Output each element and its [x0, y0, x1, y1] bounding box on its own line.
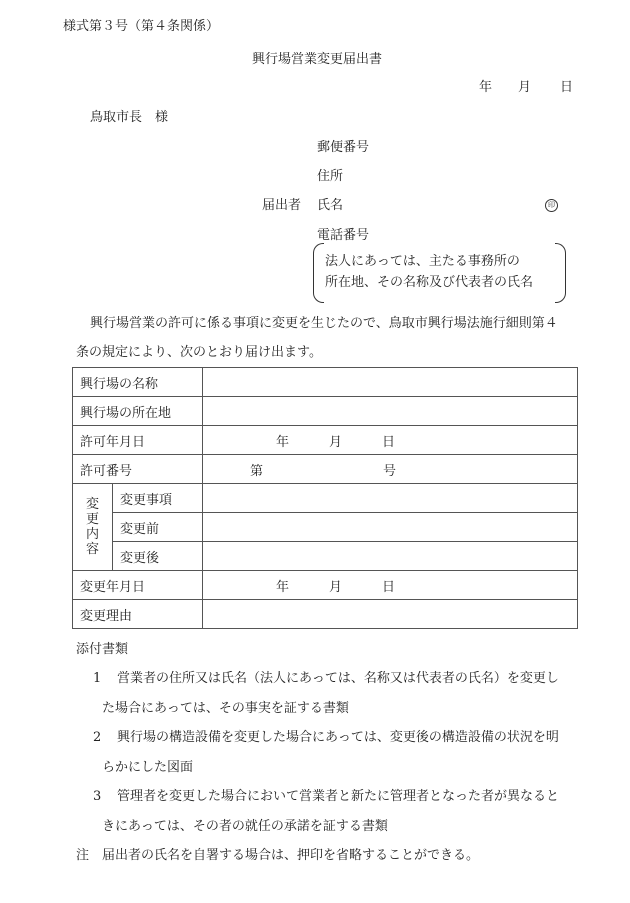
table-row [73, 426, 578, 455]
before-label: 変更前 [113, 513, 203, 542]
footnote: 注 届出者の氏名を自署する場合は、押印を省略することができる。 [76, 848, 480, 863]
date-year: 年 [479, 80, 493, 95]
facility-location-field[interactable] [203, 397, 578, 426]
change-date-field[interactable] [203, 571, 578, 600]
table-row [73, 484, 578, 513]
date-day: 日 [560, 80, 574, 95]
change-reason-field[interactable] [203, 600, 578, 629]
permit-number-field[interactable] [203, 455, 578, 484]
change-group-label [73, 484, 113, 571]
left-bracket [313, 243, 324, 303]
change-table [72, 367, 578, 629]
table-row [73, 368, 578, 397]
permit-date-field[interactable] [203, 426, 578, 455]
document-title: 興行場営業変更届出書 [252, 52, 383, 67]
table-row [73, 455, 578, 484]
change-month: 月 [329, 579, 343, 595]
attachment-2-line2: らかにした図面 [102, 760, 194, 775]
addressee: 鳥取市長 様 [90, 110, 169, 125]
date-month: 月 [518, 80, 532, 95]
name-label: 氏名 [317, 198, 344, 213]
attachment-1-line1: 営業者の住所又は氏名（法人にあっては、名称又は代表者の氏名）を変更し [117, 671, 559, 686]
permit-date-label: 許可年月日 [73, 426, 203, 455]
attachments-heading: 添付書類 [76, 642, 129, 657]
facility-location-label: 興行場の所在地 [73, 397, 203, 426]
after-label: 変更後 [113, 542, 203, 571]
attachment-2-num: 2 [93, 730, 102, 745]
table-row [73, 600, 578, 629]
change-date-label: 変更年月日 [73, 571, 203, 600]
body-line-1: 興行場営業の許可に係る事項に変更を生じたので、鳥取市興行場法施行細則第４ [90, 316, 558, 331]
table-row [73, 571, 578, 600]
attachment-3-num: 3 [93, 789, 102, 804]
change-item-field[interactable] [203, 484, 578, 513]
corporate-note-line1: 法人にあっては、主たる事務所の [325, 254, 520, 269]
permit-year: 年 [276, 434, 290, 450]
permit-number-label: 許可番号 [73, 455, 203, 484]
attachment-3-line1: 管理者を変更した場合において営業者と新たに管理者となった者が異なると [117, 789, 560, 804]
table-row [73, 397, 578, 426]
before-field[interactable] [203, 513, 578, 542]
change-reason-label: 変更理由 [73, 600, 203, 629]
body-line-2: 条の規定により、次のとおり届け出ます。 [76, 345, 322, 360]
corporate-note-line2: 所在地、その名称及び代表者の氏名 [325, 275, 534, 290]
table-row [73, 542, 578, 571]
permit-number-prefix: 第 [250, 463, 264, 479]
table-row [73, 513, 578, 542]
seal-icon: 印 [545, 199, 558, 212]
phone-label: 電話番号 [317, 228, 370, 243]
change-year: 年 [276, 579, 290, 595]
change-group-text: 変更内容 [85, 497, 99, 557]
change-day: 日 [382, 579, 396, 595]
permit-number-suffix: 号 [383, 463, 397, 479]
right-bracket [555, 243, 566, 303]
facility-name-field[interactable] [203, 368, 578, 397]
change-item-label: 変更事項 [113, 484, 203, 513]
corporate-note-bracket [313, 243, 566, 303]
after-field[interactable] [203, 542, 578, 571]
facility-name-label: 興行場の名称 [73, 368, 203, 397]
address-label: 住所 [317, 169, 344, 184]
attachment-3-line2: きにあっては、その者の就任の承諾を証する書類 [102, 819, 388, 834]
applicant-label: 届出者 [262, 198, 302, 213]
attachment-1-num: 1 [93, 671, 102, 686]
attachment-2-line1: 興行場の構造設備を変更した場合にあっては、変更後の構造設備の状況を明 [117, 730, 559, 745]
permit-month: 月 [329, 434, 343, 450]
postal-code-label: 郵便番号 [317, 140, 370, 155]
form-number: 様式第３号（第４条関係） [63, 19, 220, 34]
attachment-1-line2: た場合にあっては、その事実を証する書類 [102, 701, 349, 716]
permit-day: 日 [382, 434, 396, 450]
